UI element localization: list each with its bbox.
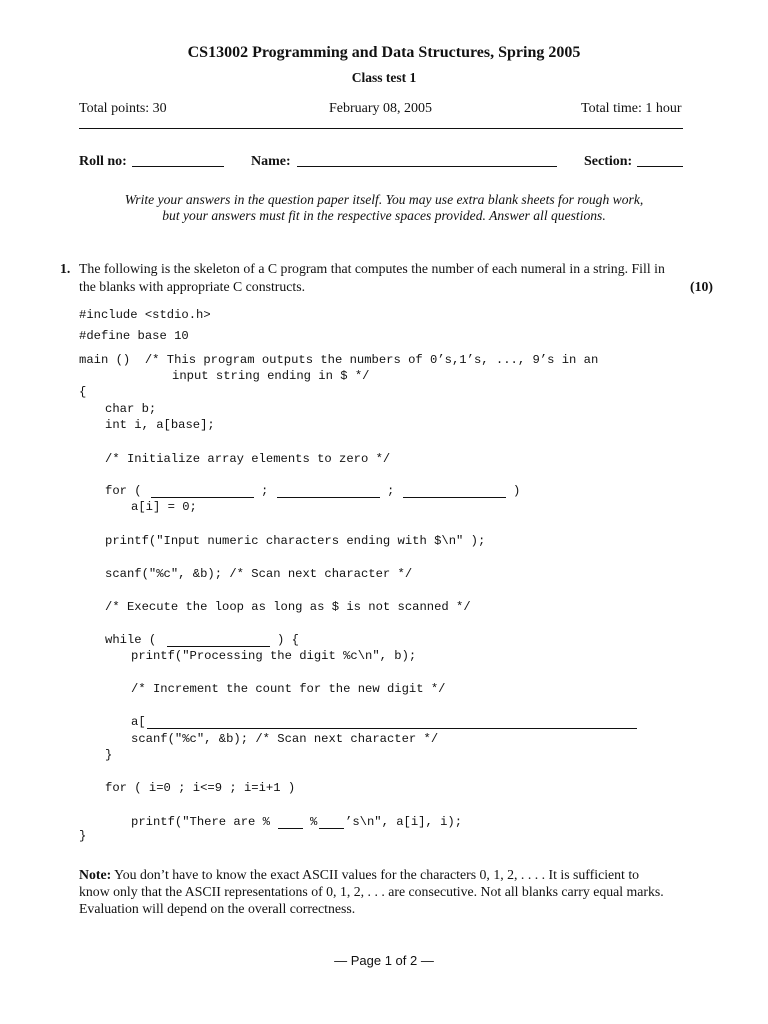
code-separator: ;: [261, 484, 269, 498]
note-text: You don’t have to know the exact ASCII values for the characters 0, 1, 2, . . . . It is sufficient to: [114, 867, 640, 882]
question-marks: (10): [690, 279, 713, 294]
header-divider: [79, 128, 683, 129]
increment-blank[interactable]: [147, 728, 637, 729]
code-line: for ( i=0 ; i<=9 ; i=i+1 ): [105, 781, 296, 795]
name-blank[interactable]: [297, 166, 557, 167]
code-line: printf("Processing the digit %c\n", b);: [131, 649, 417, 663]
for-update-blank[interactable]: [403, 497, 506, 498]
note-line-1: [79, 867, 639, 883]
code-line: %: [310, 815, 318, 829]
note-label: Note:: [79, 867, 112, 882]
note-line-3: Evaluation will depend on the overall correctness.: [79, 901, 356, 916]
roll-no-blank[interactable]: [132, 166, 224, 167]
course-title: CS13002 Programming and Data Structures, Spring 2005: [187, 44, 581, 61]
format-blank-1[interactable]: [278, 828, 303, 829]
code-line: a[i] = 0;: [131, 500, 197, 514]
total-points: Total points: 30: [79, 101, 167, 116]
code-line: main () /* This program outputs the numbers of 0’s,1’s, ..., 9’s in an: [79, 353, 599, 367]
code-line: printf("Input numeric characters ending with $\n" );: [105, 534, 486, 548]
code-line: ) {: [277, 633, 299, 647]
format-blank-2[interactable]: [319, 828, 344, 829]
code-line: scanf("%c", &b); /* Scan next character */: [131, 732, 439, 746]
code-line: {: [79, 385, 87, 399]
code-line: ): [513, 484, 521, 498]
code-line: ’s\n", a[i], i);: [345, 815, 463, 829]
section-blank[interactable]: [637, 166, 683, 167]
code-line: #include <stdio.h>: [79, 308, 211, 322]
for-init-blank[interactable]: [151, 497, 254, 498]
code-line: /* Increment the count for the new digit */: [131, 682, 446, 696]
code-line: for (: [105, 484, 142, 498]
code-line: #define base 10: [79, 329, 189, 343]
question-text-line-1: The following is the skeleton of a C program that computes the number of each numeral in a string. Fill in: [79, 261, 665, 276]
code-line: /* Initialize array elements to zero */: [105, 452, 391, 466]
code-line: while (: [105, 633, 157, 647]
code-line: int i, a[base];: [105, 418, 215, 432]
question-number: 1.: [60, 261, 71, 276]
page-number: — Page 1 of 2 —: [334, 953, 434, 968]
roll-no-label: Roll no:: [79, 154, 127, 169]
code-line: a[: [131, 715, 146, 729]
note-line-2: know only that the ASCII representations of 0, 1, 2, . . . are consecutive. Not all blanks carry equal marks.: [79, 884, 664, 899]
total-time: Total time: 1 hour: [581, 101, 682, 116]
for-condition-blank[interactable]: [277, 497, 380, 498]
code-line: char b;: [105, 402, 157, 416]
test-date: February 08, 2005: [329, 101, 433, 116]
while-condition-blank[interactable]: [167, 646, 270, 647]
question-text-line-2: the blanks with appropriate C constructs.: [79, 279, 306, 294]
code-separator: ;: [387, 484, 395, 498]
code-line: input string ending in $ */: [172, 369, 370, 383]
code-line: /* Execute the loop as long as $ is not scanned */: [105, 600, 471, 614]
name-label: Name:: [251, 154, 291, 169]
code-line: }: [79, 829, 87, 843]
instruction-line-2: but your answers must fit in the respective spaces provided. Answer all questions.: [162, 208, 606, 223]
code-line: scanf("%c", &b); /* Scan next character */: [105, 567, 413, 581]
code-line: printf("There are %: [131, 815, 270, 829]
section-label: Section:: [584, 154, 633, 169]
test-name: Class test 1: [351, 70, 417, 85]
code-line: }: [105, 748, 113, 762]
instruction-line-1: Write your answers in the question paper itself. You may use extra blank sheets for rough work,: [124, 192, 644, 207]
